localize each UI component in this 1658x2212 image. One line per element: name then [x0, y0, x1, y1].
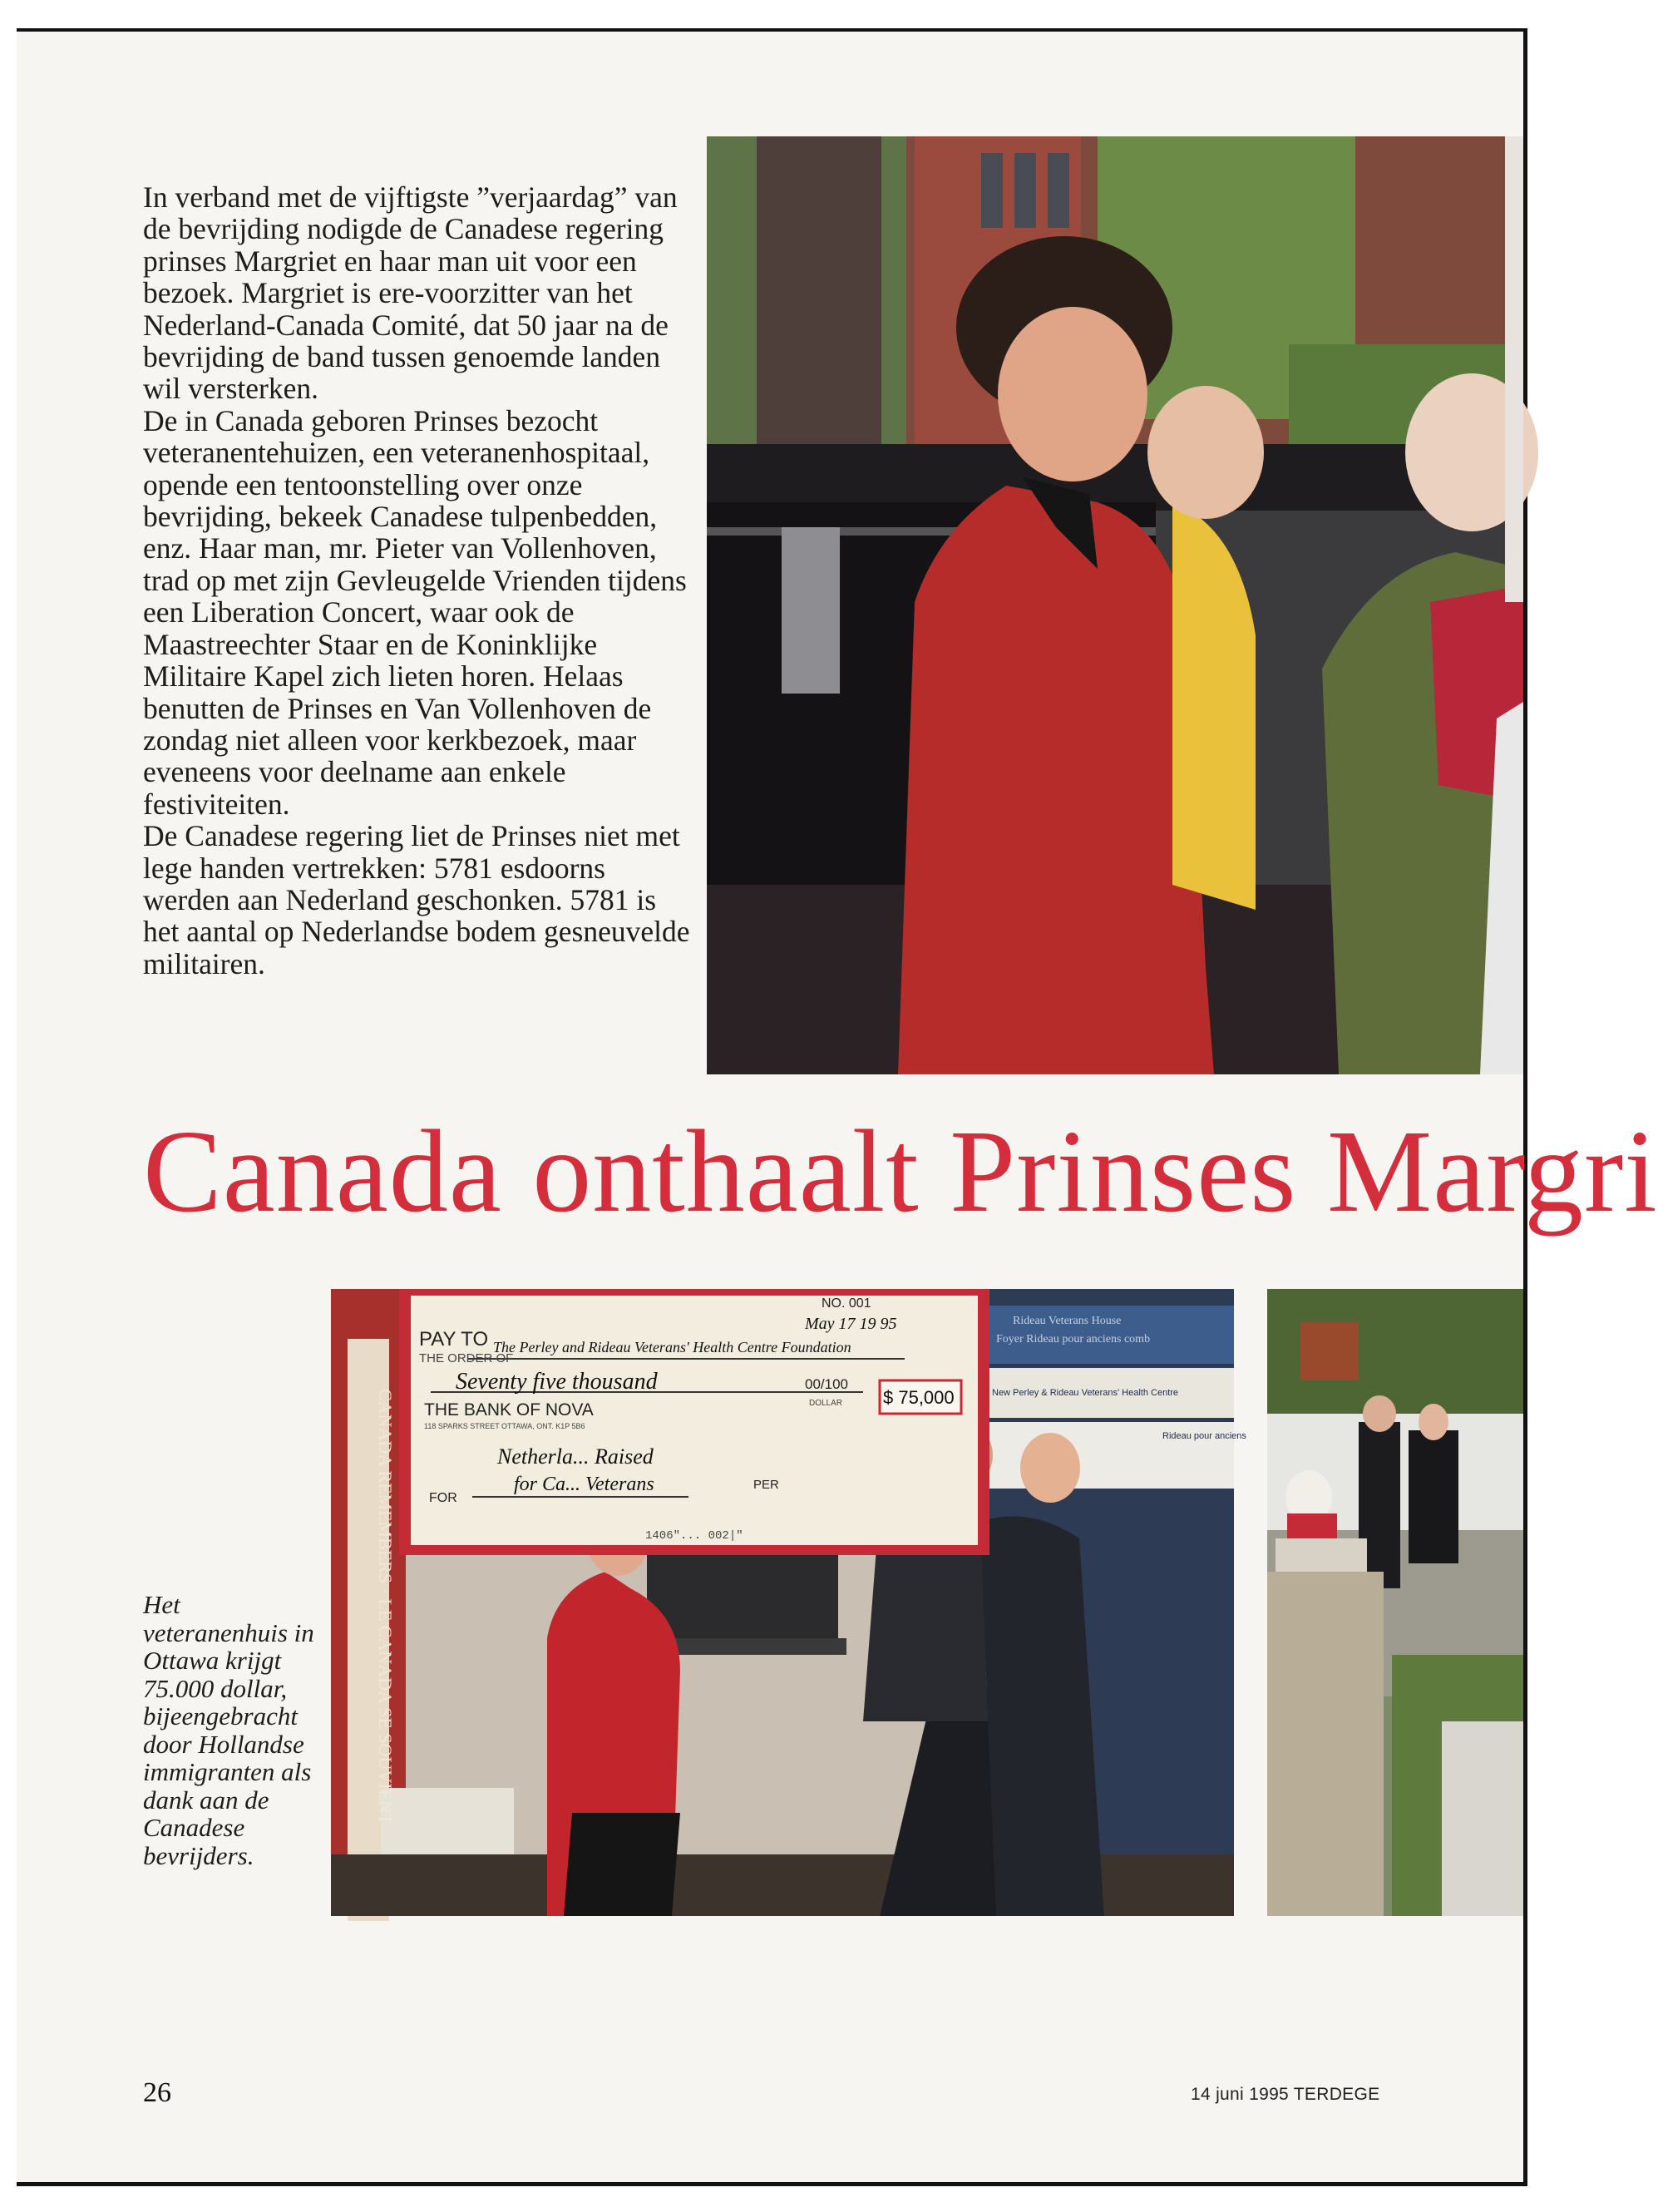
- cheque-bank: THE BANK OF NOVA: [424, 1400, 594, 1420]
- cheque-date: May 17 19 95: [805, 1315, 897, 1333]
- cheque-number: NO. 001: [822, 1296, 871, 1311]
- page-number: 26: [143, 2077, 171, 2108]
- cheque-per-label: PER: [753, 1478, 779, 1492]
- intro-paragraph: De in Canada geboren Prinses bezocht veteranentehuizen, een veteranenhospitaal, opende een tentoonstelling over onze bevrijding, bekeek Canadese tulpenbedden, enz. Haar man, mr. Pieter van Vollenhoven, trad op met zijn Gevleugelde Vrienden tijdens een Liberation Concert, waar ook de Maastreechter Staar en de Koninklijke Militaire Kapel zich lieten horen. Helaas benutten de Prinses en Van Vollenhoven de zondag niet alleen voor kerkbezoek, maar eveneens voor deelname aan enkele festiviteiten.: [143, 403, 687, 821]
- cheque-for-label: FOR: [429, 1491, 457, 1505]
- cheque-amount-words: Seventy five thousand: [456, 1369, 658, 1395]
- magazine-page: [17, 28, 1658, 2186]
- sign-line1: Rideau Veterans House: [1013, 1315, 1122, 1327]
- cheque-dollar-label: DOLLAR: [809, 1399, 843, 1408]
- sign-line4: Rideau pour anciens: [1162, 1431, 1246, 1441]
- article-intro: [143, 181, 690, 980]
- banner-text: CANADA REMEMBERS · LE CANADA SE SOUVIENT: [375, 1389, 396, 1825]
- cheque-memo-line2: for Ca... Veterans: [514, 1474, 654, 1495]
- photo-caption: Het veteranenhuis in Ottawa krijgt 75.000 dollar, bijeengebracht door Hollandse immigranten als dank aan de Canadese bevrijders.: [143, 1590, 314, 1870]
- publication-dateline: 14 juni 1995 TERDEGE: [1191, 2085, 1380, 2104]
- cheque-micr: 1406"... 002|": [645, 1529, 743, 1543]
- cheque-pay-label: PAY TO: [419, 1328, 489, 1350]
- sign-line3: New Perley & Rideau Veterans' Health Centre: [992, 1388, 1179, 1398]
- article-headline: Canada onthaalt Prinses Margri: [143, 1105, 1658, 1237]
- cheque-amount: $ 75,000: [883, 1387, 955, 1408]
- cheque-bank-address: 118 SPARKS STREET OTTAWA, ONT. K1P 5B6: [424, 1422, 585, 1430]
- cheque-payee: The Perley and Rideau Veterans' Health Centre Foundation: [493, 1339, 851, 1355]
- cheque-order-label: THE ORDER OF: [419, 1351, 514, 1365]
- intro-paragraph: In verband met de vijftigste ”verjaardag” van de bevrijding nodigde de Canadese regering prinses Margriet en haar man uit voor een bezoek. Margriet is ere-voorzitter van het Nederland-Canada Comité, dat 50 jaar na de bevrijding de band tussen genoemde landen wil versterken.: [143, 180, 678, 406]
- photo-cheque-presentation: [331, 1289, 1246, 1916]
- sign-line2: Foyer Rideau pour anciens comb: [996, 1333, 1151, 1345]
- photo-outdoor-scene: [1267, 1289, 1523, 1916]
- cheque-cents: 00/100: [805, 1376, 848, 1392]
- photo-princess-greeting: [707, 136, 1523, 1074]
- cheque-memo-line1: Netherla... Raised: [497, 1444, 654, 1469]
- intro-paragraph: De Canadese regering liet de Prinses niet met lege handen vertrekken: 5781 esdoorns werden aan Nederland geschonken. 5781 is het aantal op Nederlandse bodem gesneuvelde militairen.: [143, 819, 690, 980]
